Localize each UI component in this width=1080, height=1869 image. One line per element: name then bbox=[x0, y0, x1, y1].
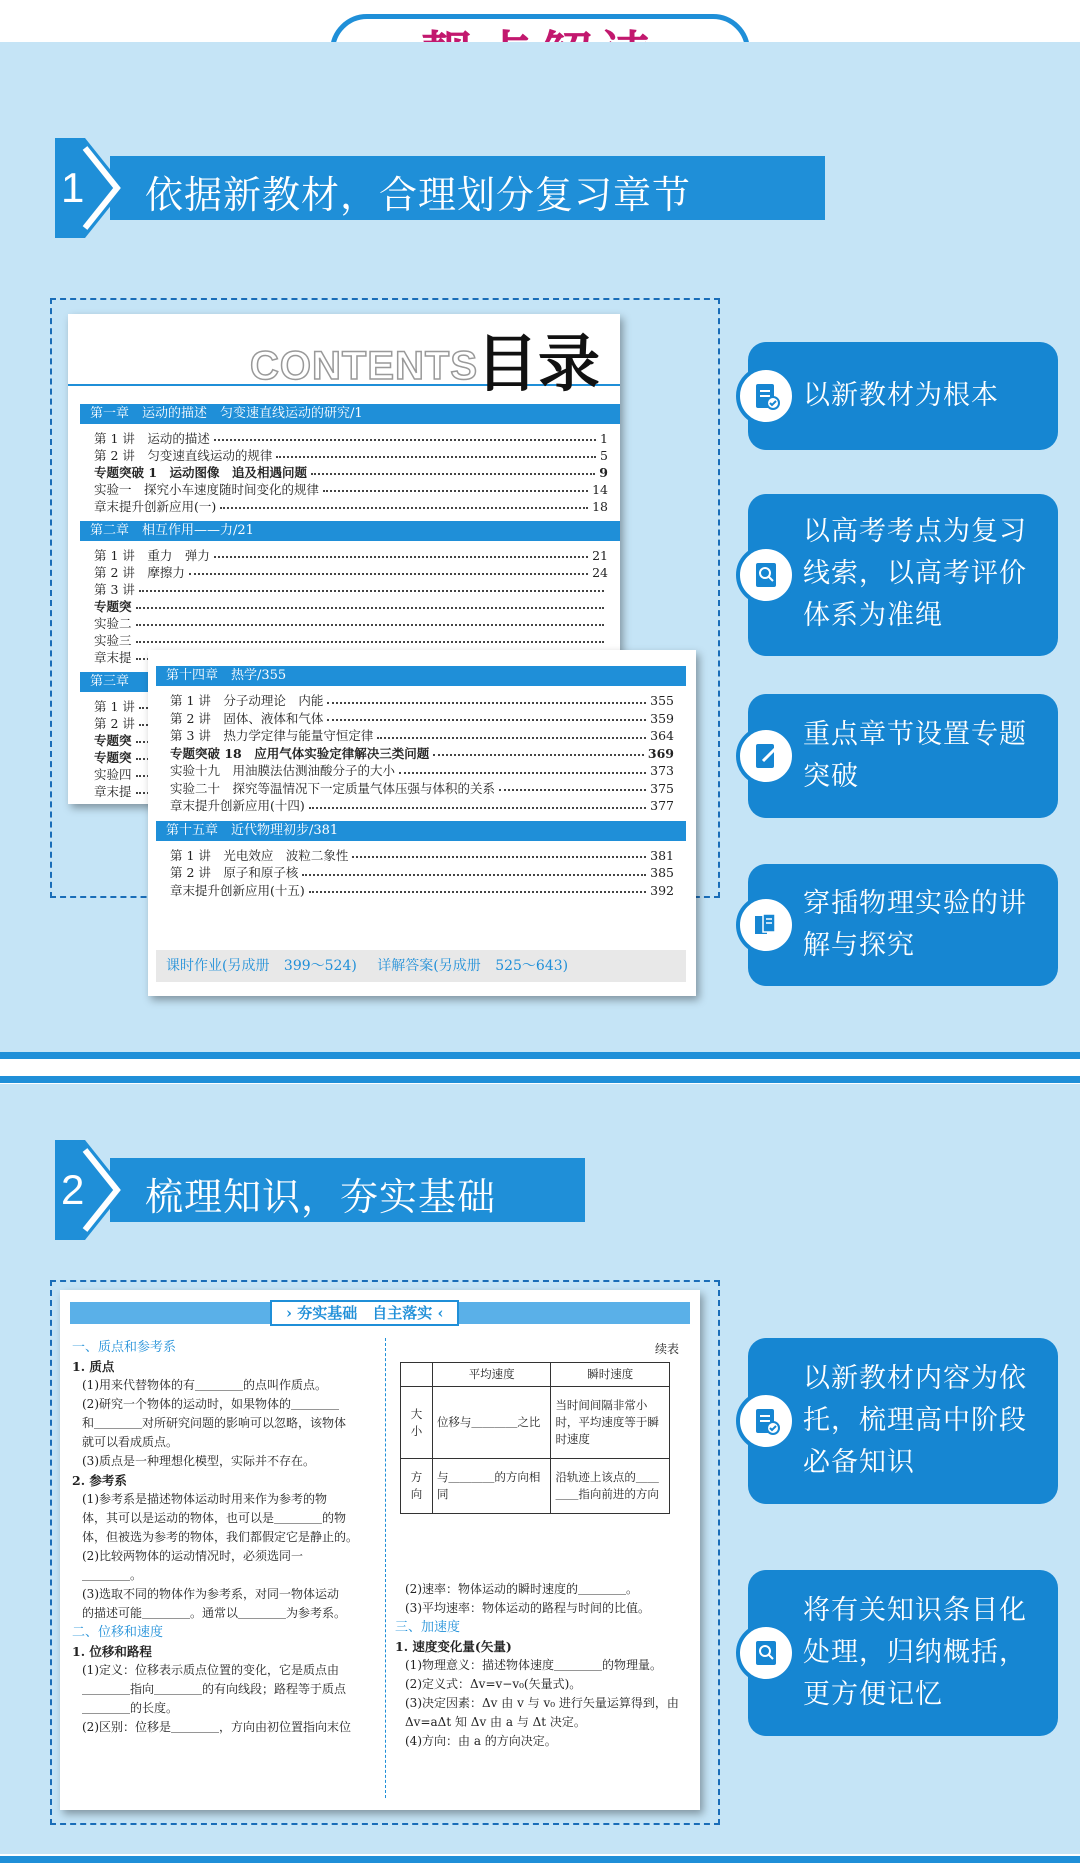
toc-entry-title: 专题突 bbox=[94, 733, 132, 748]
contents-page-front bbox=[148, 650, 696, 996]
knowledge-right-column bbox=[395, 1580, 685, 1751]
toc-leader bbox=[399, 762, 646, 774]
answers-range: 525～643) bbox=[495, 958, 569, 974]
edit-note-icon bbox=[736, 726, 796, 786]
feature-pill-5 bbox=[748, 1338, 1058, 1504]
table-header-cell: 瞬时速度 bbox=[551, 1363, 670, 1387]
toc-entry bbox=[156, 727, 686, 745]
feature-pill-3-text: 重点章节设置专题突破 bbox=[803, 719, 1027, 792]
toc-entry-title: 第 1 讲 光电效应 波粒二象性 bbox=[170, 847, 349, 863]
section-heading: 一、质点和参考系 bbox=[72, 1340, 177, 1355]
toc-entry-title: 第 2 讲 匀变速直线运动的规律 bbox=[94, 448, 273, 463]
toc-leader bbox=[377, 727, 646, 739]
toc-chapter: 第一章 运动的描述 匀变速直线运动的研究/1 bbox=[80, 404, 620, 424]
toc-entry-title: 专题突破 1 运动图像 追及相遇问题 bbox=[94, 465, 308, 480]
toc-entry-title: 第 2 讲 固体、液体和气体 bbox=[170, 710, 324, 726]
toc-entry bbox=[80, 564, 620, 581]
toc-entry-page: 375 bbox=[650, 780, 674, 796]
paragraph-line: (3)选取不同的物体作为参考系，对同一物体运动 bbox=[82, 1587, 339, 1601]
answers-label: 详解答案(另成册 bbox=[377, 958, 481, 974]
toc-entry-title: 第 1 讲 分子动理论 内能 bbox=[170, 693, 324, 708]
table-cell: 沿轨迹上该点的＿＿＿＿指向前进的方向 bbox=[551, 1459, 670, 1514]
toc-entry bbox=[156, 692, 686, 710]
toc-entry bbox=[156, 797, 686, 815]
toc-leader bbox=[309, 882, 646, 894]
divider-stripe-1 bbox=[0, 1052, 1080, 1059]
search-book-icon bbox=[736, 545, 796, 605]
knowledge-left-column bbox=[72, 1338, 377, 1737]
table-header-cell: 平均速度 bbox=[432, 1363, 551, 1387]
toc-leader bbox=[276, 447, 596, 458]
toc-entry bbox=[156, 864, 686, 882]
paragraph-line: (3)质点是一种理想化模型，实际并不存在。 bbox=[82, 1454, 315, 1468]
toc-entry-page: 364 bbox=[650, 728, 674, 743]
knowledge-header bbox=[270, 1300, 459, 1326]
toc-entry-page: 385 bbox=[650, 865, 674, 880]
paragraph-line: (2)定义式：Δv=v−v₀(矢量式)。 bbox=[405, 1677, 582, 1691]
toc-leader bbox=[214, 430, 596, 441]
toc-entry-title: 实验一 探究小车速度随时间变化的规律 bbox=[94, 482, 320, 497]
table-row bbox=[401, 1387, 670, 1459]
toc-entry-page: 24 bbox=[592, 565, 608, 580]
toc-entry-title: 章末提 bbox=[94, 650, 132, 665]
toc-entry-title: 章末提升创新应用(十五) bbox=[170, 882, 305, 898]
toc-entry-page: 21 bbox=[592, 548, 608, 563]
table-header-row bbox=[401, 1363, 670, 1387]
toc-entry-title: 专题突 bbox=[94, 750, 132, 765]
toc-entry-title: 第 1 讲 重力 弹力 bbox=[94, 548, 210, 563]
feature-pill-1-text: 以新教材为根本 bbox=[803, 380, 999, 411]
toc-entry bbox=[80, 498, 620, 515]
search-book-icon bbox=[736, 1623, 796, 1683]
toc-entry-title: 实验十九 用油膜法估测油酸分子的大小 bbox=[170, 763, 396, 778]
table-header-cell bbox=[401, 1363, 433, 1387]
toc-front-list bbox=[156, 660, 686, 899]
toc-entry bbox=[80, 481, 620, 498]
paragraph-line: (2)比较两物体的运动情况时，必须选同一 bbox=[82, 1549, 303, 1563]
toc-leader bbox=[136, 598, 604, 609]
paragraph-line: (2)研究一个物体的运动时，如果物体的＿＿＿＿ bbox=[82, 1397, 339, 1411]
toc-leader bbox=[323, 481, 588, 492]
section-heading: 三、加速度 bbox=[395, 1620, 461, 1635]
paragraph-line: Δv=aΔt 知 Δv 由 a 与 Δt 决定。 bbox=[405, 1715, 586, 1729]
toc-entry bbox=[156, 745, 686, 763]
toc-entry bbox=[156, 882, 686, 900]
toc-leader bbox=[499, 780, 646, 792]
toc-entry bbox=[80, 464, 620, 481]
paragraph-line: 就可以看成质点。 bbox=[82, 1435, 179, 1449]
homework-label: 课时作业(另成册 bbox=[166, 958, 270, 974]
toc-entry-page: 355 bbox=[650, 693, 674, 708]
feature-pill-1 bbox=[748, 342, 1058, 450]
toc-entry-title: 实验四 bbox=[94, 767, 132, 782]
toc-leader bbox=[352, 847, 646, 859]
feature-pill-2-text: 以高考考点为复习线索，以高考评价体系为准绳 bbox=[803, 516, 1027, 631]
paragraph-line: (2)速率：物体运动的瞬时速度的＿＿＿＿。 bbox=[405, 1582, 638, 1596]
feature-pill-4 bbox=[748, 864, 1058, 986]
toc-leader bbox=[136, 632, 604, 643]
section-1-title: 依据新教材，合理划分复习章节 bbox=[145, 173, 692, 217]
toc-entry-page: 381 bbox=[650, 847, 674, 863]
paragraph-line: 和＿＿＿＿对所研究问题的影响可以忽略，该物体 bbox=[82, 1416, 347, 1430]
toc-leader bbox=[136, 615, 604, 626]
toc-entry-page: 14 bbox=[592, 482, 608, 497]
toc-chapter: 第十四章 热学/355 bbox=[156, 666, 686, 686]
subsection-heading: 1. 质点 bbox=[72, 1359, 115, 1374]
toc-entry-title: 专题突破 18 应用气体实验定律解决三类问题 bbox=[170, 745, 430, 761]
toc-entry bbox=[80, 615, 620, 632]
paragraph-line: ＿＿＿＿。 bbox=[82, 1568, 143, 1582]
toc-entry-page: 373 bbox=[650, 763, 674, 778]
paragraph-line: (3)平均速率：物体运动的路程与时间的比值。 bbox=[405, 1601, 650, 1615]
toc-entry-page: 392 bbox=[650, 882, 674, 898]
toc-entry-title: 章末提 bbox=[94, 784, 132, 799]
toc-leader bbox=[189, 564, 588, 575]
toc-entry-title: 第 2 讲 bbox=[94, 716, 135, 731]
subsection-heading: 2. 参考系 bbox=[72, 1473, 127, 1488]
homework-range: 399～524) bbox=[283, 958, 357, 974]
toc-leader bbox=[214, 547, 588, 558]
toc-entry bbox=[80, 547, 620, 564]
toc-leader bbox=[309, 797, 646, 809]
section-2-title: 梳理知识，夯实基础 bbox=[145, 1175, 497, 1219]
toc-entry-title: 第 3 讲 热力学定律与能量守恒定律 bbox=[170, 728, 374, 743]
feature-pill-6-text: 将有关知识条目化处理，归纳概括，更方便记忆 bbox=[803, 1595, 1027, 1710]
toc-entry-title: 第 2 讲 摩擦力 bbox=[94, 565, 185, 580]
paragraph-line: ＿＿＿＿的长度。 bbox=[82, 1701, 179, 1715]
subsection-heading: 1. 速度变化量(矢量) bbox=[395, 1639, 512, 1654]
toc-entry-title: 第 1 讲 运动的描述 bbox=[94, 431, 210, 446]
paragraph-line: (2)区别：位移是＿＿＿＿，方向由初位置指向末位 bbox=[82, 1720, 351, 1734]
chevron-right-icon: › bbox=[286, 1304, 292, 1322]
toc-leader bbox=[327, 692, 646, 704]
subsection-heading: 1. 位移和路程 bbox=[72, 1644, 152, 1659]
toc-entry-title: 第 2 讲 原子和原子核 bbox=[170, 865, 299, 880]
contents-word: CONTENTS bbox=[250, 344, 478, 388]
paragraph-line: (1)定义：位移表示质点位置的变化，它是质点由 bbox=[82, 1663, 339, 1677]
bottom-stripe bbox=[0, 1856, 1080, 1863]
toc-chapter: 第十五章 近代物理初步/381 bbox=[156, 821, 686, 841]
table-row bbox=[401, 1459, 670, 1514]
table-cell: 位移与＿＿＿＿之比 bbox=[432, 1387, 551, 1459]
toc-entry-title: 章末提升创新应用(一) bbox=[94, 499, 217, 514]
knowledge-header-text: 夯实基础 自主落实 bbox=[297, 1304, 433, 1322]
table-cell: 方向 bbox=[401, 1459, 433, 1514]
chevron-left-icon: ‹ bbox=[437, 1304, 444, 1322]
toc-entry-title: 第 1 讲 bbox=[94, 699, 135, 714]
toc-entry-title: 章末提升创新应用(十四) bbox=[170, 798, 305, 813]
toc-entry-page: 18 bbox=[592, 499, 608, 514]
toc-leader bbox=[433, 745, 644, 757]
toc-entry-page: 377 bbox=[650, 798, 674, 813]
paragraph-line: (4)方向：由 a 的方向决定。 bbox=[405, 1734, 557, 1748]
section-heading: 二、位移和速度 bbox=[72, 1625, 164, 1640]
toc-entry bbox=[156, 780, 686, 798]
paragraph-line: (1)参考系是描述物体运动时用来作为参考的物 bbox=[82, 1492, 327, 1506]
toc-entry-title: 实验二十 探究等温情况下一定质量气体压强与体积的关系 bbox=[170, 780, 496, 796]
toc-chapter: 第三章 bbox=[80, 672, 620, 692]
toc-entry bbox=[156, 847, 686, 865]
toc-entry-title: 专题突 bbox=[94, 599, 132, 614]
contents-cn: 目录 bbox=[476, 327, 601, 400]
column-divider bbox=[385, 1338, 386, 1798]
toc-leader bbox=[139, 581, 604, 592]
toc-leader bbox=[311, 464, 595, 475]
toc-entry-page: 5 bbox=[600, 448, 608, 463]
section-1-number: 1 bbox=[61, 164, 85, 211]
toc-entry bbox=[80, 447, 620, 464]
toc-entry bbox=[80, 632, 620, 649]
contents-header bbox=[68, 314, 620, 400]
feature-pill-2 bbox=[748, 494, 1058, 656]
table-cell: 与＿＿＿＿的方向相同 bbox=[432, 1459, 551, 1514]
toc-entry-title: 第 3 讲 bbox=[94, 582, 135, 597]
toc-entry bbox=[156, 710, 686, 728]
knowledge-page bbox=[60, 1290, 700, 1810]
toc-entry bbox=[156, 762, 686, 780]
toc-entry-title: 实验二 bbox=[94, 616, 132, 631]
document-check-icon bbox=[736, 366, 796, 426]
feature-pill-6 bbox=[748, 1570, 1058, 1736]
paragraph-line: ＿＿＿＿指向＿＿＿＿的有向线段；路程等于质点 bbox=[82, 1682, 347, 1696]
section-2 bbox=[0, 1084, 1080, 1854]
continued-label: 续表 bbox=[655, 1342, 680, 1356]
feature-pill-5-text: 以新教材内容为依托，梳理高中阶段必备知识 bbox=[803, 1363, 1027, 1478]
toc-entry-page: 9 bbox=[599, 465, 608, 480]
toc-entry-page: 369 bbox=[647, 745, 674, 761]
table-cell: 大小 bbox=[401, 1387, 433, 1459]
toc-entry-page: 359 bbox=[650, 710, 674, 726]
paragraph-line: 的描述可能＿＿＿＿。通常以＿＿＿＿为参考系。 bbox=[82, 1606, 347, 1620]
feature-pill-3 bbox=[748, 694, 1058, 818]
toc-chapter: 第二章 相互作用——力/21 bbox=[80, 521, 620, 541]
toc-leader bbox=[327, 710, 646, 722]
toc-entry bbox=[80, 430, 620, 447]
paragraph-line: 体，其可以是运动的物体，也可以是＿＿＿＿的物 bbox=[82, 1511, 347, 1525]
document-check-icon bbox=[736, 1391, 796, 1451]
section-2-number: 2 bbox=[61, 1166, 85, 1213]
velocity-table bbox=[400, 1362, 670, 1514]
paragraph-line: (1)用来代替物体的有＿＿＿＿的点叫作质点。 bbox=[82, 1378, 327, 1392]
toc-footer bbox=[156, 950, 686, 982]
toc-leader bbox=[302, 864, 646, 876]
section-1 bbox=[0, 42, 1080, 1052]
divider-stripe-2 bbox=[0, 1076, 1080, 1083]
toc-entry bbox=[80, 581, 620, 598]
feature-pill-4-text: 穿插物理实验的讲解与探究 bbox=[803, 888, 1027, 961]
paragraph-line: (1)物理意义：描述物体速度＿＿＿＿的物理量。 bbox=[405, 1658, 662, 1672]
toc-entry bbox=[80, 598, 620, 615]
table-cell: 当时间间隔非常小时，平均速度等于瞬时速度 bbox=[551, 1387, 670, 1459]
paragraph-line: (3)决定因素：Δv 由 v 与 v₀ 进行矢量运算得到，由 bbox=[405, 1696, 679, 1710]
paragraph-line: 体，但被选为参考的物体，我们都假定它是静止的。 bbox=[82, 1530, 359, 1544]
toc-entry-page: 1 bbox=[600, 431, 608, 446]
books-icon bbox=[736, 895, 796, 955]
toc-leader bbox=[220, 498, 588, 509]
toc-entry-title: 实验三 bbox=[94, 633, 132, 648]
